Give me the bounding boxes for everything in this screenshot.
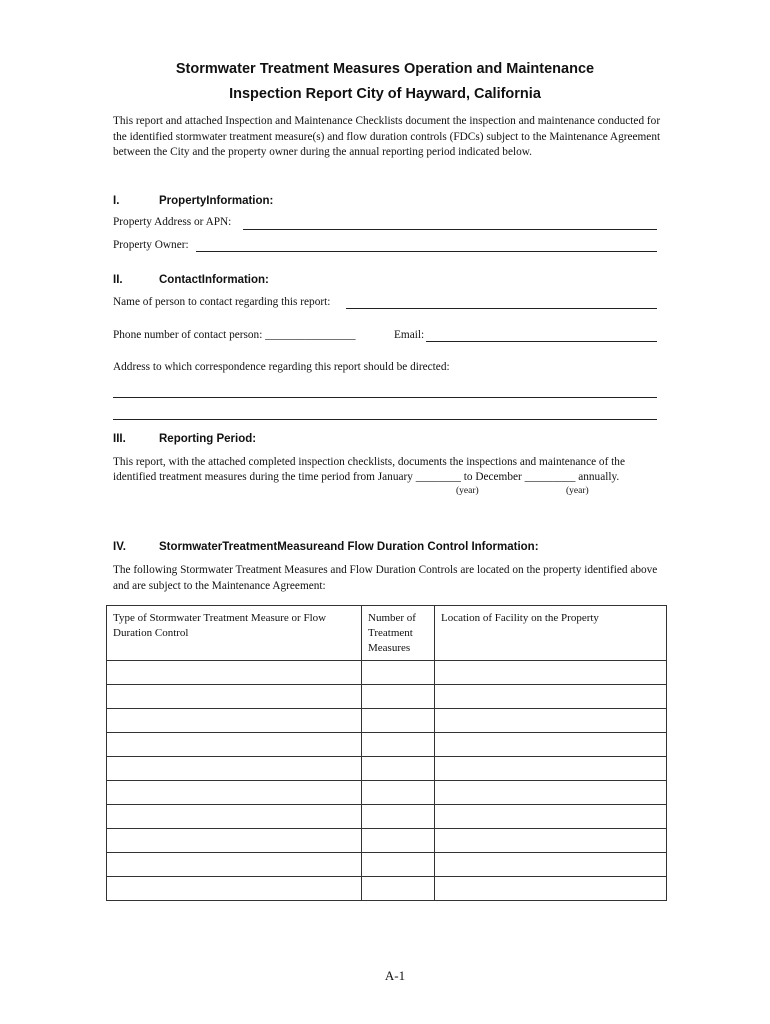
treatment-measures-table: [106, 605, 667, 901]
location-cell[interactable]: [435, 877, 667, 901]
number-cell[interactable]: [362, 781, 435, 805]
section-4-title: StormwaterTreatmentMeasureand Flow Duration Control Information:: [159, 541, 539, 553]
section-3-heading: [113, 433, 256, 445]
reporting-period-line2: identified treatment measures during the time period from January ________ to December _________ annually.: [113, 471, 620, 483]
number-cell[interactable]: [362, 733, 435, 757]
section-4-heading: [113, 541, 539, 553]
type-cell[interactable]: [107, 685, 362, 709]
type-cell[interactable]: [107, 781, 362, 805]
column-header-location: Location of Facility on the Property: [435, 606, 667, 661]
intro-paragraph: This report and attached Inspection and Maintenance Checklists document the inspection and maintenance conducted for the identified stormwater treatment measure(s) and flow duration controls (FDCs) subject to the Maintenance Agreement between the City and the property owner during the annual reporting period indicated below.: [113, 115, 661, 158]
table-row: [107, 853, 667, 877]
property-owner-field[interactable]: [196, 251, 657, 252]
number-cell[interactable]: [362, 877, 435, 901]
table-row: [107, 709, 667, 733]
type-cell[interactable]: [107, 829, 362, 853]
type-cell[interactable]: [107, 805, 362, 829]
section-2-number: II.: [113, 274, 123, 286]
phone-label: Phone number of contact person: ________________: [113, 329, 356, 341]
location-cell[interactable]: [435, 685, 667, 709]
location-cell[interactable]: [435, 805, 667, 829]
section-1-title: PropertyInformation:: [159, 195, 274, 207]
section-2-title: ContactInformation:: [159, 274, 269, 286]
section-1-number: I.: [113, 195, 120, 207]
location-cell[interactable]: [435, 661, 667, 685]
contact-name-label: Name of person to contact regarding this report:: [113, 296, 331, 308]
number-cell[interactable]: [362, 661, 435, 685]
number-cell[interactable]: [362, 709, 435, 733]
column-header-type: Type of Stormwater Treatment Measure or Flow Duration Control: [107, 606, 362, 661]
start-year-caption: (year): [456, 486, 479, 496]
end-year-caption: (year): [566, 486, 589, 496]
type-cell[interactable]: [107, 853, 362, 877]
email-label: Email:: [394, 329, 425, 341]
page-number: A-1: [384, 968, 406, 983]
table-row: [107, 661, 667, 685]
correspondence-address-field-line1[interactable]: [113, 397, 657, 398]
section-4-intro: The following Stormwater Treatment Measures and Flow Duration Controls are located on the property identified above and are subject to the Maintenance Agreement:: [113, 564, 658, 592]
property-owner-label: Property Owner:: [113, 239, 189, 251]
location-cell[interactable]: [435, 781, 667, 805]
location-cell[interactable]: [435, 829, 667, 853]
location-cell[interactable]: [435, 853, 667, 877]
table-header-row: [107, 606, 667, 661]
location-cell[interactable]: [435, 733, 667, 757]
contact-name-field[interactable]: [346, 308, 657, 309]
table-row: [107, 733, 667, 757]
location-cell[interactable]: [435, 709, 667, 733]
section-3-number: III.: [113, 433, 126, 445]
number-cell[interactable]: [362, 805, 435, 829]
section-3-title: Reporting Period:: [159, 433, 257, 445]
table-row: [107, 757, 667, 781]
correspondence-address-label: Address to which correspondence regarding this report should be directed:: [113, 361, 450, 373]
number-cell[interactable]: [362, 757, 435, 781]
table-row: [107, 829, 667, 853]
table-row: [107, 781, 667, 805]
document-title-line1: Stormwater Treatment Measures Operation and Maintenance: [175, 61, 595, 77]
section-2-heading: [113, 274, 269, 286]
table-row: [107, 685, 667, 709]
type-cell[interactable]: [107, 757, 362, 781]
number-cell[interactable]: [362, 853, 435, 877]
property-address-field[interactable]: [243, 229, 657, 230]
number-cell[interactable]: [362, 685, 435, 709]
location-cell[interactable]: [435, 757, 667, 781]
type-cell[interactable]: [107, 877, 362, 901]
column-header-number: Number of Treatment Measures: [362, 606, 435, 661]
reporting-period-line1: This report, with the attached completed inspection checklists, documents the inspections and maintenance of the: [113, 456, 625, 468]
section-4-number: IV.: [113, 541, 127, 553]
number-cell[interactable]: [362, 829, 435, 853]
table-row: [107, 805, 667, 829]
type-cell[interactable]: [107, 661, 362, 685]
type-cell[interactable]: [107, 709, 362, 733]
type-cell[interactable]: [107, 733, 362, 757]
property-address-label: Property Address or APN:: [113, 216, 232, 228]
correspondence-address-field-line2[interactable]: [113, 419, 657, 420]
document-title-line2: Inspection Report City of Hayward, California: [229, 86, 541, 102]
section-1-heading: [113, 195, 273, 207]
table-row: [107, 877, 667, 901]
email-field[interactable]: [426, 341, 657, 342]
